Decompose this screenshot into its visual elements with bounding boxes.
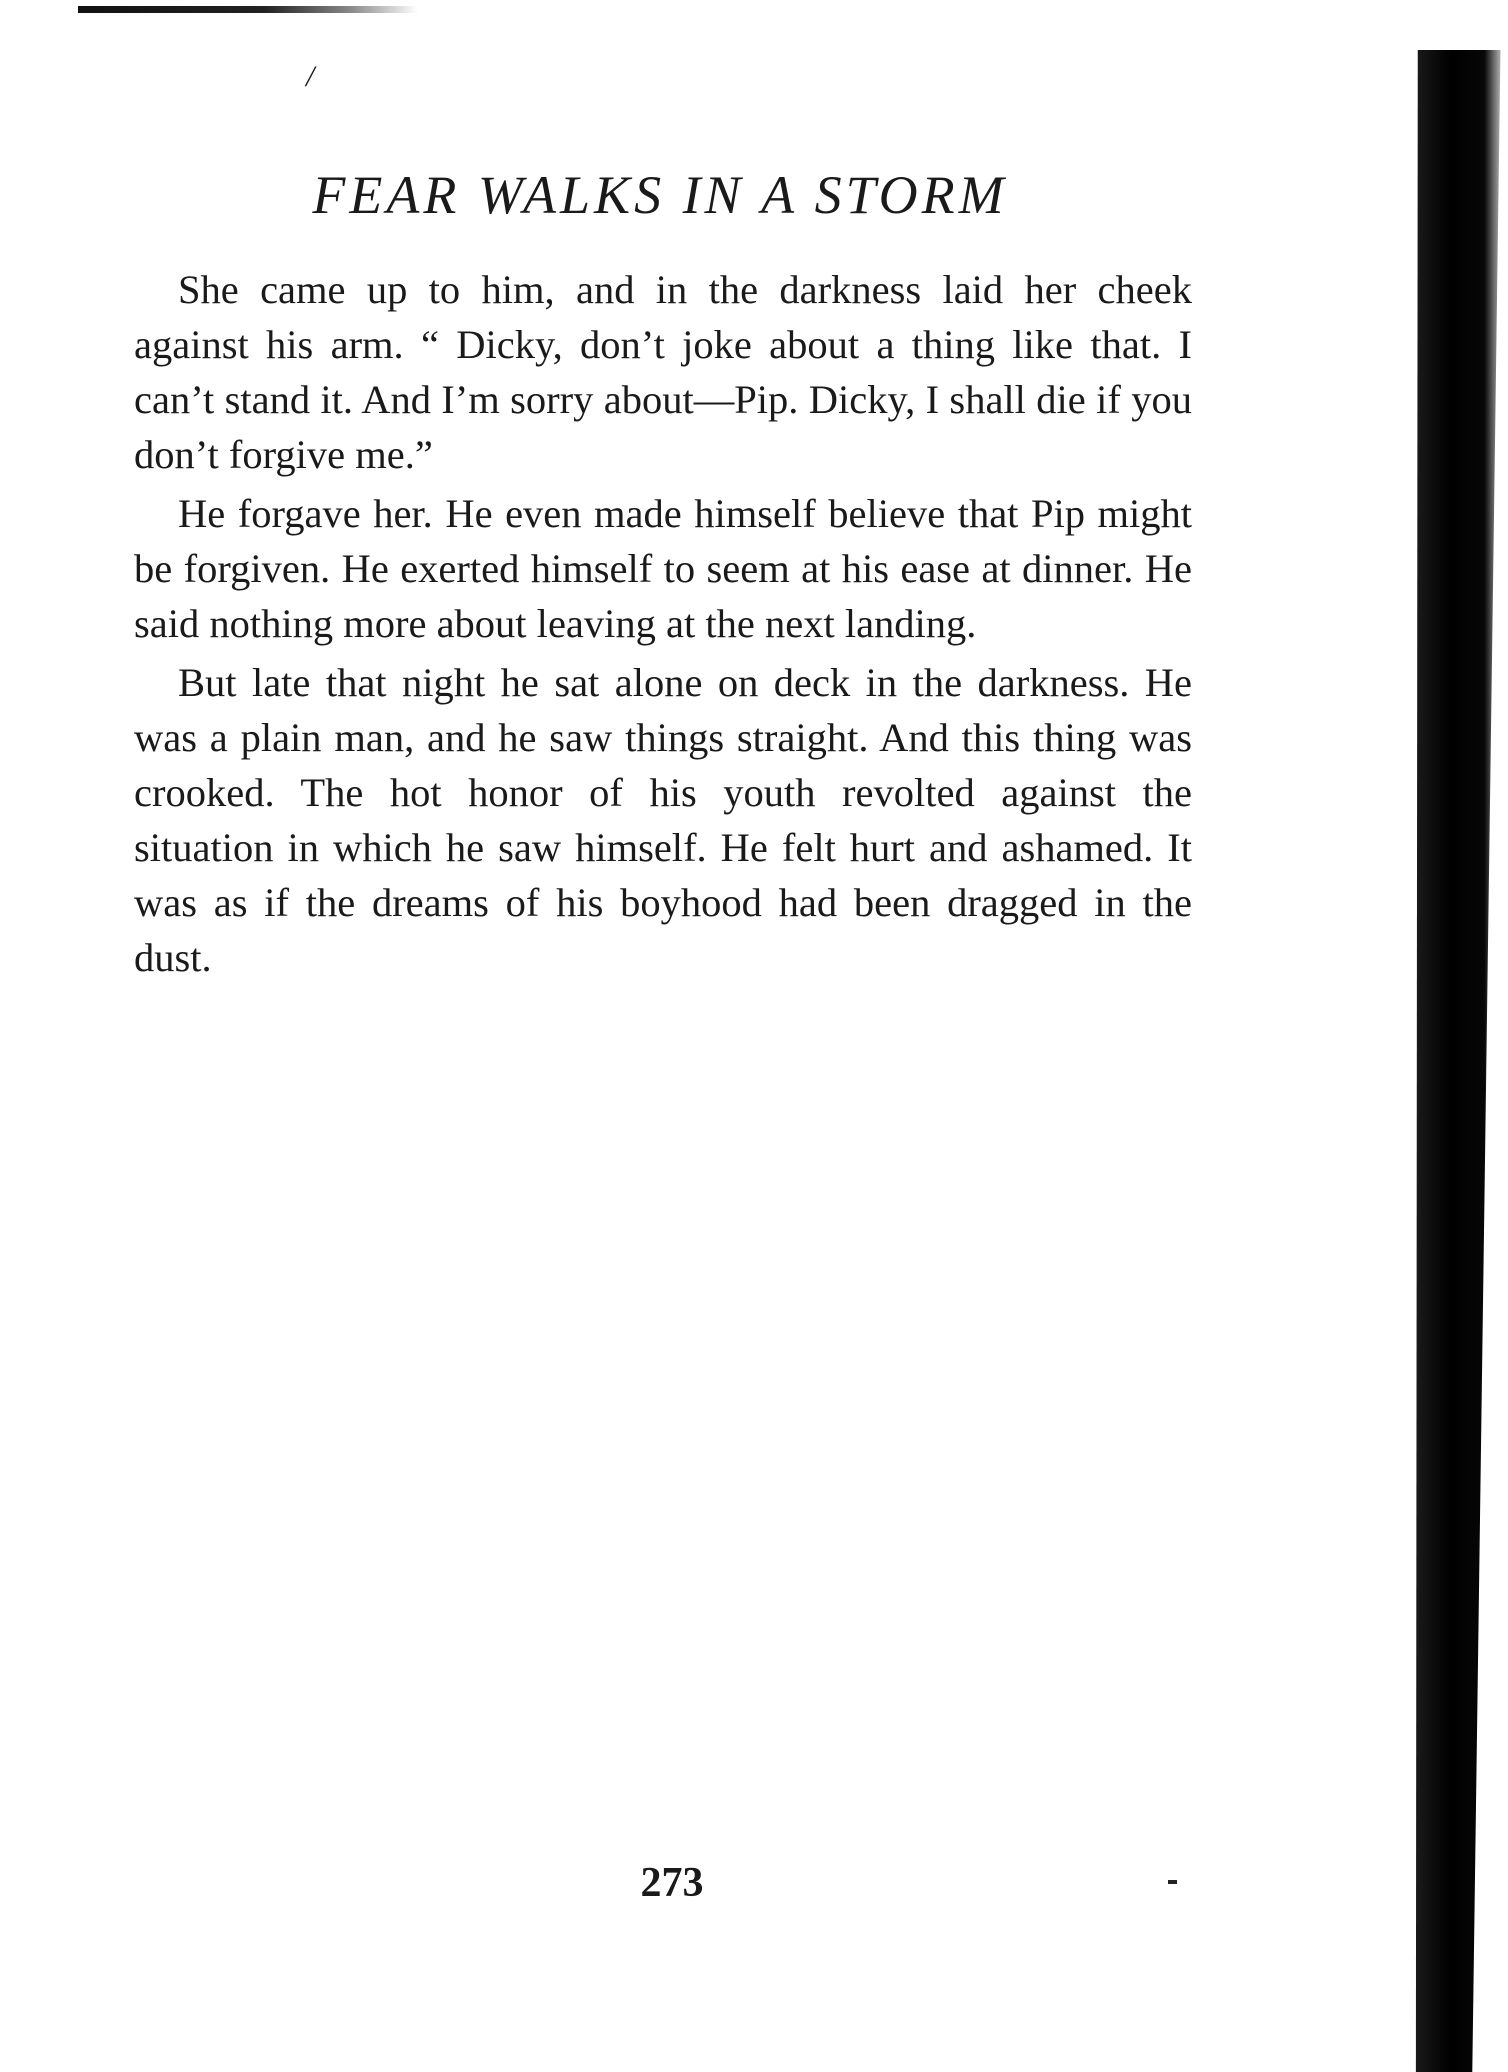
body-text [134,262,1192,989]
paragraph: He forgave her. He even made himself believe that Pip might be forgiven. He exerted himself to seem at his ease at dinner. He said nothing more about leaving at the next landing. [134,491,1192,646]
running-title: FEAR WALKS IN A STORM [312,165,1008,225]
page-number: 273 [640,1860,704,1906]
scan-edge-shadow [1414,50,1508,2072]
stray-dash-mark [1168,1880,1177,1884]
paragraph: But late that night he sat alone on deck in the darkness. He was a plain man, and he saw things straight. And this thing was crooked. The hot honor of his youth revolted against the situation in which he saw himself. He felt hurt and ashamed. It was as if the dreams of his boyhood had been dragged in the dust. [134,660,1192,980]
top-rule [78,6,418,13]
stray-ink-mark: / [306,60,315,93]
paragraph: She came up to him, and in the darkness laid her cheek against his arm. “ Dicky, don’t joke about a thing like that. I can’t stand it. And I’m sorry about—Pip. Dicky, I shall die if you don’t forgive me.” [134,267,1192,477]
